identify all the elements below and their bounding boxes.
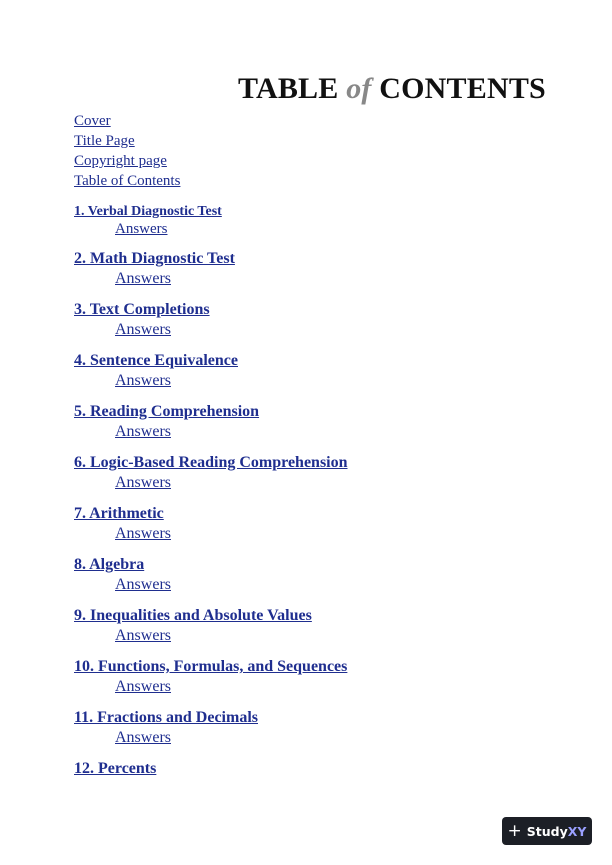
title-table: TABLE xyxy=(238,72,339,105)
chapter-5-answers-link[interactable]: Answers xyxy=(115,423,171,440)
brand-name-study: Study xyxy=(526,823,568,839)
page-title xyxy=(238,72,546,106)
chapter-4-answers-link[interactable]: Answers xyxy=(115,372,171,389)
chapter-entry-1 xyxy=(74,203,222,238)
chapter-3-link[interactable]: 3. Text Completions xyxy=(74,301,210,318)
chapter-entry-3 xyxy=(74,300,210,340)
chapter-9-answers-link[interactable]: Answers xyxy=(115,627,171,644)
studyxy-logo xyxy=(502,817,592,845)
title-page-link[interactable]: Title Page xyxy=(74,133,135,149)
chapter-2-answers-link[interactable]: Answers xyxy=(115,270,171,287)
front-matter-item xyxy=(74,131,180,151)
chapter-entry-12 xyxy=(74,759,156,779)
chapter-7-answers-link[interactable]: Answers xyxy=(115,525,171,542)
front-matter-item xyxy=(74,151,180,171)
chapter-entry-10 xyxy=(74,657,347,697)
chapter-12-link[interactable]: 12. Percents xyxy=(74,760,157,777)
chapter-entry-5 xyxy=(74,402,259,442)
chapter-9-link[interactable]: 9. Inequalities and Absolute Values xyxy=(74,607,312,624)
chapter-entry-8 xyxy=(74,555,171,595)
front-matter-list xyxy=(74,111,180,191)
copyright-page-link[interactable]: Copyright page xyxy=(74,153,167,169)
chapter-11-answers-link[interactable]: Answers xyxy=(115,729,171,746)
chapter-entry-4 xyxy=(74,351,238,391)
chapter-1-answers-link[interactable]: Answers xyxy=(115,221,168,237)
chapter-entry-9 xyxy=(74,606,312,646)
title-contents: CONTENTS xyxy=(379,72,546,105)
brand-name-xy: XY xyxy=(567,823,587,839)
chapter-1-link[interactable]: 1. Verbal Diagnostic Test xyxy=(74,204,222,219)
cover-link[interactable]: Cover xyxy=(74,113,111,129)
front-matter-item xyxy=(74,171,180,191)
chapter-5-link[interactable]: 5. Reading Comprehension xyxy=(74,403,260,420)
chapter-8-answers-link[interactable]: Answers xyxy=(115,576,171,593)
chapter-entry-7 xyxy=(74,504,171,544)
chapter-entry-11 xyxy=(74,708,258,748)
chapter-entry-2 xyxy=(74,249,235,289)
table-of-contents-link[interactable]: Table of Contents xyxy=(74,173,181,189)
chapter-8-link[interactable]: 8. Algebra xyxy=(74,556,145,573)
front-matter-item xyxy=(74,111,180,131)
chapter-10-answers-link[interactable]: Answers xyxy=(115,678,171,695)
chapter-2-link[interactable]: 2. Math Diagnostic Test xyxy=(74,250,235,267)
chapter-10-link[interactable]: 10. Functions, Formulas, and Sequences xyxy=(74,658,348,675)
chapter-6-link[interactable]: 6. Logic-Based Reading Comprehension xyxy=(74,454,348,471)
plus-icon: + xyxy=(507,820,522,841)
title-of: of xyxy=(346,72,372,105)
chapter-entry-6 xyxy=(74,453,348,493)
chapter-3-answers-link[interactable]: Answers xyxy=(115,321,171,338)
chapter-7-link[interactable]: 7. Arithmetic xyxy=(74,505,164,522)
chapter-4-link[interactable]: 4. Sentence Equivalence xyxy=(74,352,238,369)
chapter-11-link[interactable]: 11. Fractions and Decimals xyxy=(74,709,258,726)
chapter-6-answers-link[interactable]: Answers xyxy=(115,474,171,491)
